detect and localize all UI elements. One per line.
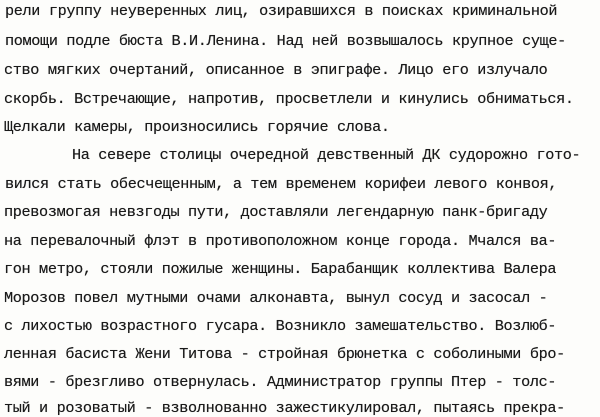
text-line-9: на перевалочный флэт в противоположном конце города. Мчался ва- [4,232,557,250]
text-line-1: рели группу неуверенных лиц, озиравшихся в поисках криминальной [5,2,558,20]
text-line-3: ство мягких очертаний, описанное в эпиграфе. Лицо его излучало [4,61,548,79]
text-line-8: превозмогая невзгоды пути, доставляли легендарную панк-бригаду [4,203,548,221]
text-line-13: ленная басиста Жени Титова - стройная брюнетка с соболиными бро- [4,345,565,363]
text-line-2: помощи подле бюста В.И.Ленина. Над ней возвышалось крупное суще- [5,32,566,50]
text-line-10: гон метро, стояли пожилые женщины. Барабанщик коллектива Валера [4,260,557,278]
text-line-14: вями - брезгливо отвернулась. Администратор группы Птер - толс- [4,373,557,391]
text-line-12: с лихостью возрастного гусара. Возникло замешательство. Возлюб- [4,317,557,335]
text-line-6: На севере столицы очередной девственный ДК судорожно гото- [72,146,581,164]
text-line-7: вился стать обесчещенным, а тем временем корифеи левого конвоя, [5,175,558,193]
text-line-15: тый и розоватый - взволнованно зажестикулировал, пытаясь прекра- [4,399,565,417]
text-line-5: Щелкали камеры, произносились горячие слова. [4,118,390,136]
text-line-11: Морозов повел мутными очами алконавта, вынул сосуд и засосал - [4,289,548,307]
text-line-4: скорбь. Встречающие, напротив, просветлели и кинулись обниматься. [4,90,574,108]
